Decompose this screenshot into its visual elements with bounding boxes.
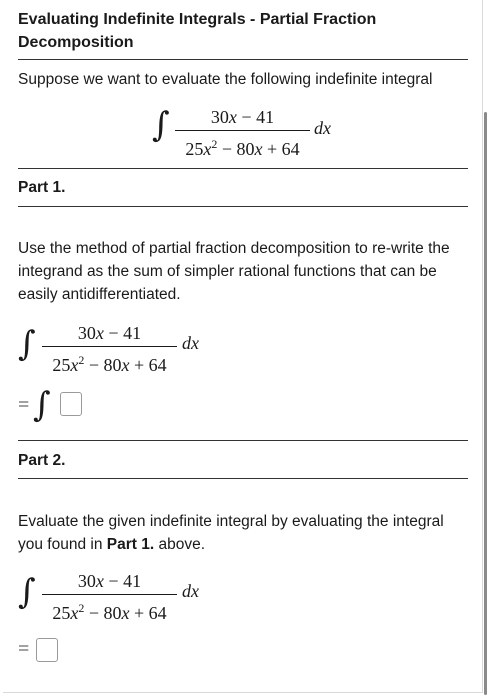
integrand-denominator: $25x^2 - 80x + 64$ bbox=[52, 601, 167, 623]
integrand-numerator: 30x − 41 bbox=[77, 323, 142, 343]
scrollbar[interactable] bbox=[484, 112, 487, 695]
fraction-bar bbox=[42, 346, 177, 347]
integrand-fraction bbox=[42, 322, 177, 376]
differential: dx bbox=[182, 581, 199, 601]
integral-sign: ∫ bbox=[33, 385, 51, 425]
divider bbox=[18, 168, 468, 169]
part1-answer-input[interactable] bbox=[60, 392, 82, 416]
part2-instruction bbox=[18, 510, 468, 556]
part2-instruction-bold: Part 1. bbox=[106, 536, 155, 553]
integrand-fraction bbox=[42, 570, 177, 624]
part2-instruction-text: Evaluate the given indefinite integral by evaluating the integral you found in bbox=[18, 513, 444, 553]
divider bbox=[18, 478, 468, 479]
integral-sign: ∫ bbox=[18, 572, 36, 612]
integral-sign: ∫ bbox=[18, 324, 36, 364]
differential: dx bbox=[182, 333, 199, 353]
equals-sign: = bbox=[18, 638, 30, 660]
equals-sign: = bbox=[18, 394, 30, 416]
differential: dx bbox=[314, 118, 331, 138]
divider bbox=[18, 440, 468, 441]
integrand-numerator: 30x − 41 bbox=[77, 571, 142, 591]
part2-label: Part 2. bbox=[18, 452, 66, 469]
page-title: Evaluating Indefinite Integrals - Partial Fraction Decomposition bbox=[18, 11, 377, 51]
fraction-bar bbox=[175, 130, 310, 131]
integrand-fraction bbox=[175, 106, 310, 160]
divider bbox=[18, 59, 468, 60]
integrand-denominator: $25x^2 - 80x + 64$ bbox=[52, 353, 167, 375]
integrand-denominator: $25x^2 - 80x + 64$ bbox=[185, 137, 300, 159]
part2-instruction-tail: above. bbox=[154, 536, 206, 553]
intro-text: Suppose we want to evaluate the following indefinite integral bbox=[18, 71, 433, 88]
part1-instruction: Use the method of partial fraction decomposition to re-write the integrand as the sum of simpler rational functions that can be easily antidifferentiated. bbox=[18, 240, 450, 303]
integral-sign: ∫ bbox=[152, 105, 170, 145]
fraction-bar bbox=[42, 594, 177, 595]
integrand-numerator: 30x − 41 bbox=[210, 107, 275, 127]
divider bbox=[18, 206, 468, 207]
part2-answer-input[interactable] bbox=[36, 638, 58, 662]
part1-label: Part 1. bbox=[18, 179, 66, 196]
